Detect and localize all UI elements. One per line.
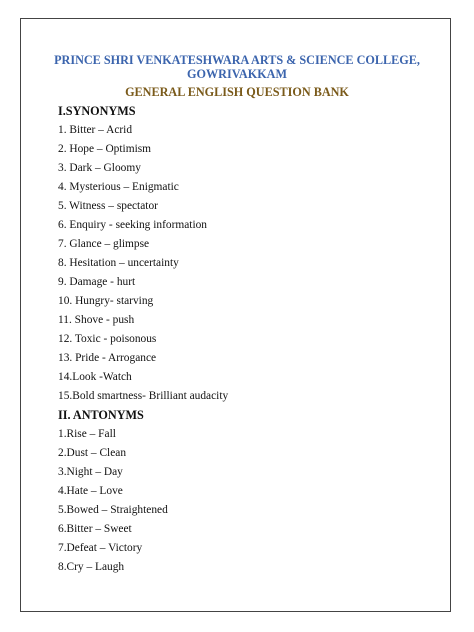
synonym-item: 1. Bitter – Acrid	[58, 124, 133, 136]
college-name-line-1: PRINCE SHRI VENKATESHWARA ARTS & SCIENCE COLLEGE,	[54, 53, 420, 67]
synonym-item: 13. Pride - Arrogance	[58, 352, 157, 364]
synonym-item: 6. Enquiry - seeking information	[58, 219, 207, 231]
synonym-item: 14.Look -Watch	[58, 371, 132, 383]
synonyms-heading: I.SYNONYMS	[58, 104, 136, 118]
synonym-item: 3. Dark – Gloomy	[58, 162, 141, 174]
synonym-item: 11. Shove - push	[58, 314, 135, 326]
synonym-item: 5. Witness – spectator	[58, 200, 158, 212]
synonyms-list	[58, 121, 438, 406]
synonym-item: 4. Mysterious – Enigmatic	[58, 181, 179, 193]
synonym-item: 2. Hope – Optimism	[58, 143, 152, 155]
college-name-line-2: GOWRIVAKKAM	[187, 67, 287, 81]
synonym-item: 12. Toxic - poisonous	[58, 333, 157, 345]
antonym-item: 5.Bowed – Straightened	[58, 504, 168, 516]
antonym-item: 8.Cry – Laugh	[58, 561, 125, 573]
synonym-item: 8. Hesitation – uncertainty	[58, 257, 179, 269]
synonym-item: 9. Damage - hurt	[58, 276, 136, 288]
antonym-item: 7.Defeat – Victory	[58, 542, 143, 554]
antonym-item: 1.Rise – Fall	[58, 428, 116, 440]
synonym-item: 10. Hungry- starving	[58, 295, 154, 307]
document-body	[58, 102, 438, 577]
antonym-item: 4.Hate – Love	[58, 485, 123, 497]
synonym-item: 15.Bold smartness- Brilliant audacity	[58, 390, 229, 402]
antonyms-heading: II. ANTONYMS	[58, 408, 144, 422]
college-name	[44, 53, 430, 81]
antonym-item: 3.Night – Day	[58, 466, 123, 478]
synonym-item: 7. Glance – glimpse	[58, 238, 150, 250]
antonym-item: 2.Dust – Clean	[58, 447, 127, 459]
antonyms-list	[58, 425, 438, 577]
antonym-item: 6.Bitter – Sweet	[58, 523, 132, 535]
question-bank-title: GENERAL ENGLISH QUESTION BANK	[125, 85, 349, 99]
